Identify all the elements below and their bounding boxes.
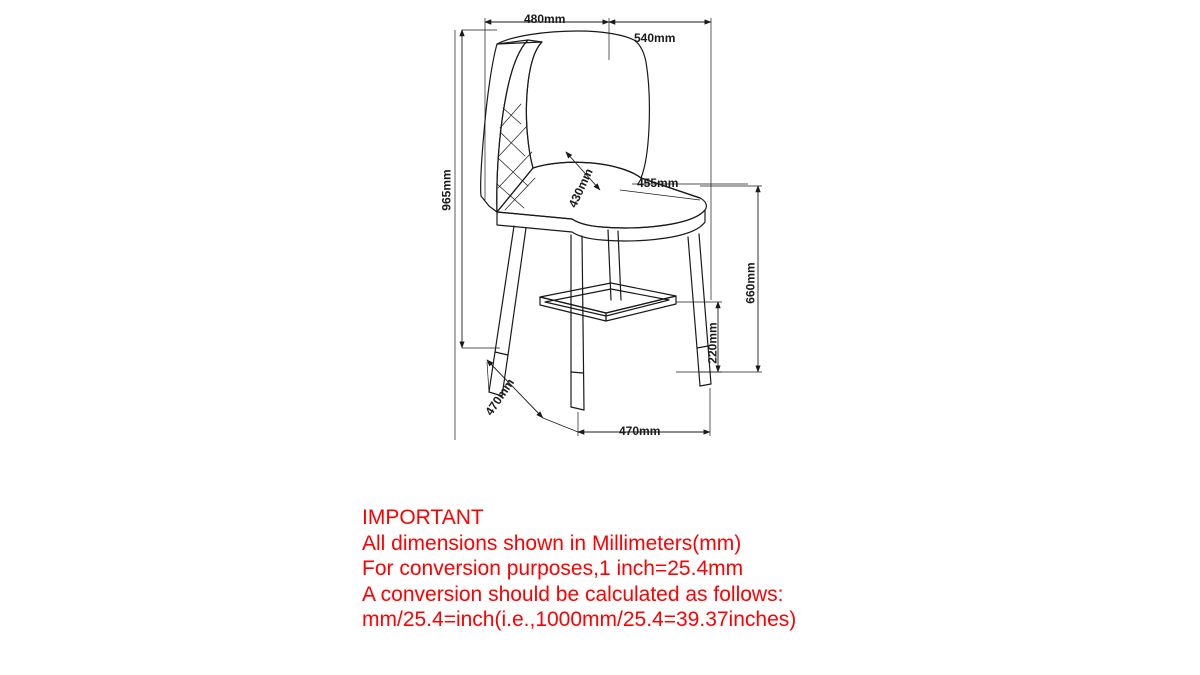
seat-top <box>497 162 706 228</box>
notes-line-2: For conversion purposes,1 inch=25.4mm <box>362 557 744 580</box>
leg-front-right <box>571 235 584 410</box>
notes-heading: IMPORTANT <box>362 506 484 529</box>
dimension-label-480mm: 480mm <box>524 12 566 26</box>
leg-front-left <box>495 226 526 355</box>
notes-line-1: All dimensions shown in Millimeters(mm) <box>362 531 742 555</box>
important-notes <box>362 505 796 633</box>
notes-line-3: A conversion should be calculated as follows: <box>362 582 784 606</box>
dimension-label-470mm-depth: 470mm <box>482 375 518 419</box>
leg-fl-ferrule-top <box>495 352 508 355</box>
dimension-label-965mm: 965mm <box>439 169 454 211</box>
dimension-label-540mm: 540mm <box>634 31 676 45</box>
backrest-panel <box>497 31 649 178</box>
dimension-label-470mm-width: 470mm <box>619 424 661 438</box>
quilt-stitching <box>497 104 535 210</box>
backrest-side-panel <box>497 40 542 212</box>
backrest-left-edge <box>481 40 528 212</box>
seat-side <box>497 210 705 241</box>
dimension-label-660mm: 660mm <box>743 262 758 304</box>
dimension-label-430mm: 430mm <box>565 166 596 210</box>
notes-line-4: mm/25.4=inch(i.e.,1000mm/25.4=39.37inches) <box>362 608 797 631</box>
leg-br-ferrule-bottom <box>700 384 711 386</box>
dimension-label-220mm: 220mm <box>705 322 720 364</box>
leg-fr-ferrule-bottom <box>571 407 584 410</box>
dimension-lines <box>455 18 762 440</box>
leg-fr-ferrule-top <box>571 372 583 373</box>
dimension-label-455mm: 455mm <box>637 176 679 190</box>
